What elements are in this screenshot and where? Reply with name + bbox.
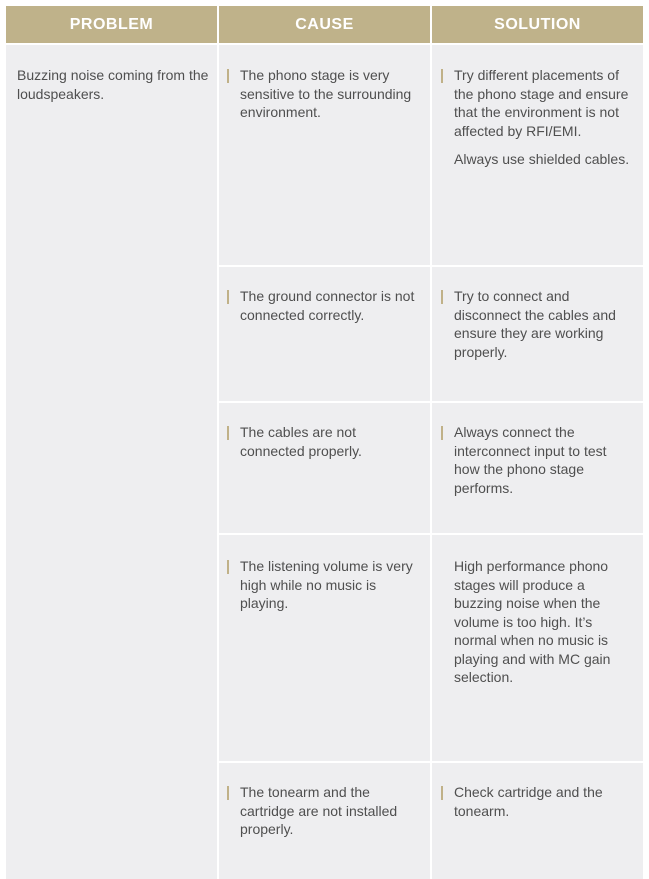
accent-bar — [441, 69, 443, 83]
solution-cell-4 — [432, 535, 643, 761]
cause-text: The phono stage is very sensitive to the surrounding environment. — [240, 67, 412, 120]
accent-bar — [227, 69, 229, 83]
accent-bar — [441, 426, 443, 440]
cause-text: The ground connector is not connected correctly. — [240, 288, 415, 323]
accent-bar — [227, 786, 229, 800]
cause-cell-1 — [219, 45, 430, 265]
accent-bar — [441, 290, 443, 304]
solution-text: Check cartridge and the tonearm. — [454, 784, 603, 819]
solution-text: Always use shielded cables. — [454, 151, 630, 167]
cause-cell-2 — [219, 267, 430, 401]
solution-text: Always connect the interconnect input to test how the phono stage performs. — [454, 424, 607, 496]
cause-text: The cables are not connected properly. — [240, 424, 362, 459]
cause-cell-4 — [219, 535, 430, 761]
solution-text: Try to connect and disconnect the cables and ensure they are working properly. — [454, 288, 616, 360]
accent-bar — [227, 290, 229, 304]
problem-cell — [6, 45, 217, 879]
accent-bar — [227, 560, 229, 574]
header-cause: CAUSE — [219, 6, 430, 43]
solution-cell-1 — [432, 45, 643, 265]
solution-cell-2 — [432, 267, 643, 401]
cause-text: The tonearm and the cartridge are not installed properly. — [240, 784, 398, 837]
accent-bar — [227, 426, 229, 440]
solution-text: Try different placements of the phono stage and ensure that the environment is not affected by RFI/EMI. — [454, 67, 629, 139]
accent-bar — [441, 786, 443, 800]
solution-cell-3 — [432, 403, 643, 533]
header-solution: SOLUTION — [432, 6, 643, 43]
cause-cell-3 — [219, 403, 430, 533]
cause-cell-5 — [219, 763, 430, 879]
problem-text: Buzzing noise coming from the loudspeakers. — [17, 67, 209, 102]
solution-cell-5 — [432, 763, 643, 879]
header-problem: PROBLEM — [6, 6, 217, 43]
solution-text: High performance phono stages will produce a buzzing noise when the volume is too high. It’s normal when no music is playing and with MC gain selection. — [454, 558, 611, 685]
cause-text: The listening volume is very high while no music is playing. — [240, 558, 413, 611]
